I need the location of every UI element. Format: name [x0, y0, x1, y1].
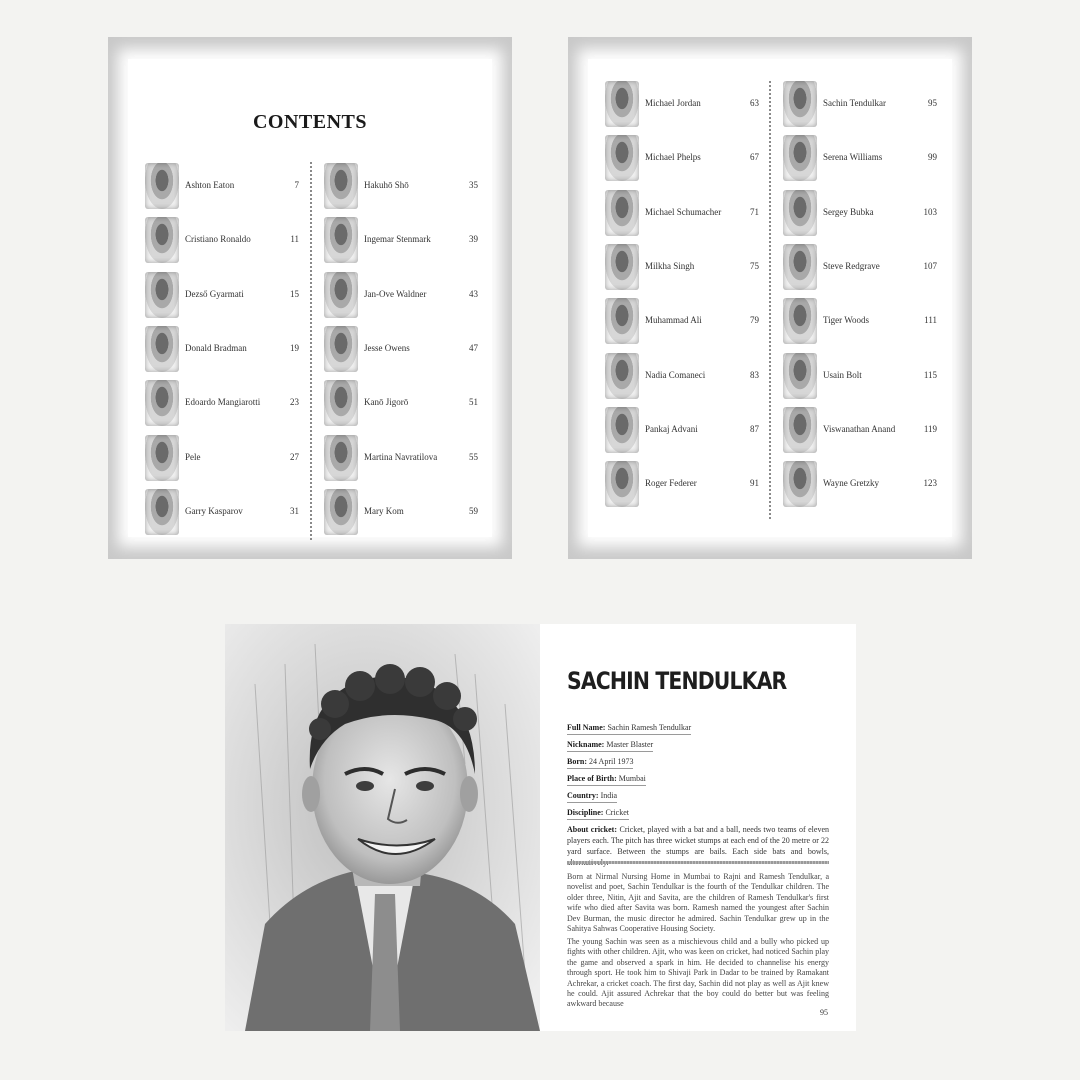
athlete-name: Ingemar Stenmark [364, 234, 431, 245]
fact-nickname: Nickname: Master Blaster [567, 740, 653, 752]
athlete-name: Sergey Bubka [823, 206, 874, 217]
contents-column [783, 81, 943, 517]
athlete-name: Cristiano Ronaldo [185, 234, 251, 245]
contents-entry[interactable] [783, 353, 943, 403]
article-title: SACHIN TENDULKAR [567, 667, 787, 695]
athlete-name: Roger Federer [645, 478, 697, 489]
contents-page-left [108, 37, 512, 559]
athlete-name: Ashton Eaton [185, 180, 235, 190]
article-text [567, 624, 829, 1031]
page-number: 123 [923, 478, 937, 489]
athlete-name: Kanō Jigorō [364, 397, 409, 408]
athlete-portrait-thumbnail [145, 217, 179, 263]
athlete-name: Mary Kom [364, 505, 404, 516]
contents-entry[interactable] [783, 298, 943, 348]
contents-page-right-paper [588, 59, 952, 537]
page-number: 27 [290, 451, 299, 462]
athlete-name: Milkha Singh [645, 260, 695, 271]
contents-title: CONTENTS [252, 111, 368, 133]
athlete-name: Jan-Ove Waldner [364, 288, 427, 299]
athlete-name: Wayne Gretzky [823, 478, 879, 489]
contents-entry[interactable] [605, 190, 765, 240]
page-number: 59 [469, 505, 478, 516]
fact-country: Country: India [567, 791, 617, 803]
athlete-name: Michael Schumacher [645, 206, 722, 217]
page-number: 35 [469, 180, 478, 190]
contents-entry[interactable] [324, 489, 484, 539]
contents-page-right [568, 37, 972, 559]
athlete-portrait-thumbnail [324, 435, 358, 481]
contents-entry[interactable] [324, 326, 484, 376]
article-spread [225, 624, 856, 1031]
contents-entry[interactable] [605, 298, 765, 348]
athlete-portrait-thumbnail [145, 272, 179, 318]
athlete-portrait-thumbnail [605, 244, 639, 290]
column-divider [769, 81, 771, 519]
contents-entry[interactable] [145, 435, 305, 485]
athlete-portrait-thumbnail [324, 326, 358, 372]
athlete-portrait-thumbnail [605, 81, 639, 127]
page-number: 119 [923, 423, 937, 434]
contents-column [145, 163, 305, 543]
athlete-portrait-thumbnail [605, 407, 639, 453]
athlete-portrait-thumbnail [605, 135, 639, 181]
athlete-portrait-thumbnail [605, 353, 639, 399]
athlete-portrait-thumbnail [783, 298, 817, 344]
fact-born: Born: 24 April 1973 [567, 757, 633, 769]
page-number: 51 [469, 397, 478, 408]
page-number: 19 [290, 342, 299, 353]
contents-entry[interactable] [145, 489, 305, 539]
contents-entry[interactable] [605, 244, 765, 294]
contents-entry[interactable] [783, 407, 943, 457]
page-number: 47 [469, 342, 478, 353]
contents-entry[interactable] [324, 272, 484, 322]
contents-entry[interactable] [324, 380, 484, 430]
body-paragraph-1: Born at Nirmal Nursing Home in Mumbai to Rajni and Ramesh Tendulkar, a novelist and poet, Sachin Tendulkar is the fourth of the Tendulkar children. The older three, Nitin, Ajit and Savita, are the children of Ramesh Tendulkar's first wife who died after Savita was born. Ramesh named the youngest after Sachin Dev Burman, the music director he admired. Sachin Tendulkar grew up in the Sahitya Sahwas Cooperative Housing Society. [567, 872, 829, 934]
page-number: 87 [750, 423, 759, 434]
fact-full-name: Full Name: Sachin Ramesh Tendulkar [567, 723, 691, 735]
athlete-name: Michael Phelps [645, 152, 701, 163]
page-number: 43 [469, 288, 478, 299]
athlete-name: Serena Williams [823, 152, 883, 163]
contents-entry[interactable] [605, 461, 765, 511]
athlete-portrait-thumbnail [324, 489, 358, 535]
contents-entry[interactable] [324, 163, 484, 213]
body-paragraph-2: The young Sachin was seen as a mischievous child and a bully who picked up fights with other children. Ajit, who was keen on cricket, had noticed Sachin play the game and observed a spark in him. He decided to channelise his energy through sport. He took him to Shivaji Park in Dadar to be trained by Ramakant Achrekar, a cricket coach. The first day, Sachin did not play as well as Ajit knew he could. Ajit assured Achrekar that the boy could do better but was feeling awkward because [567, 937, 829, 1009]
athlete-name: Pankaj Advani [645, 423, 698, 434]
contents-entry[interactable] [145, 272, 305, 322]
contents-entry[interactable] [605, 407, 765, 457]
contents-entry[interactable] [605, 81, 765, 131]
athlete-portrait-thumbnail [145, 489, 179, 535]
contents-page-left-paper [128, 59, 492, 537]
portrait-illustration [225, 624, 540, 1031]
page-number: 11 [290, 234, 299, 245]
fact-discipline: Discipline: Cricket [567, 808, 629, 820]
contents-entry[interactable] [605, 353, 765, 403]
contents-entry[interactable] [145, 326, 305, 376]
athlete-name: Jesse Owens [364, 342, 410, 353]
contents-entry[interactable] [783, 190, 943, 240]
athlete-name: Tiger Woods [823, 315, 870, 326]
contents-column [605, 81, 765, 517]
athlete-name: Donald Bradman [185, 342, 247, 353]
athlete-name: Viswanathan Anand [823, 423, 896, 434]
page-number: 15 [290, 288, 299, 299]
athlete-name: Martina Navratilova [364, 451, 438, 462]
athlete-name: Steve Redgrave [823, 260, 880, 271]
athlete-name: Garry Kasparov [185, 505, 243, 516]
contents-entry[interactable] [605, 135, 765, 185]
athlete-portrait-thumbnail [605, 461, 639, 507]
athlete-portrait-thumbnail [145, 163, 179, 209]
page-number: 107 [923, 260, 937, 271]
athlete-portrait-thumbnail [783, 135, 817, 181]
athlete-name: Michael Jordan [645, 98, 701, 108]
athlete-portrait-thumbnail [145, 380, 179, 426]
page-number: 95 [928, 98, 937, 108]
contents-entry[interactable] [145, 380, 305, 430]
athlete-name: Muhammad Ali [645, 315, 702, 326]
athlete-name: Nadia Comaneci [645, 369, 706, 380]
section-divider [567, 861, 829, 864]
contents-entry[interactable] [783, 135, 943, 185]
athlete-portrait-thumbnail [783, 353, 817, 399]
contents-entry[interactable] [783, 81, 943, 131]
page-number: 55 [469, 451, 478, 462]
column-divider [310, 162, 312, 540]
athlete-portrait-thumbnail [324, 380, 358, 426]
contents-entry[interactable] [783, 461, 943, 511]
page-number: 63 [750, 98, 759, 108]
athlete-name: Hakuhō Shō [364, 180, 409, 190]
athlete-portrait-thumbnail [783, 81, 817, 127]
athlete-portrait-thumbnail [324, 163, 358, 209]
athlete-portrait-thumbnail [783, 407, 817, 453]
page-number: 103 [923, 206, 937, 217]
page-number: 75 [750, 260, 759, 271]
page-number: 83 [750, 369, 759, 380]
page-number: 115 [923, 369, 937, 380]
page-number: 91 [750, 478, 759, 489]
athlete-portrait-thumbnail [605, 298, 639, 344]
athlete-portrait-thumbnail [783, 244, 817, 290]
contents-entry[interactable] [145, 217, 305, 267]
athlete-name: Edoardo Mangiarotti [185, 397, 261, 408]
athlete-portrait-thumbnail [324, 217, 358, 263]
page-number: 95 [820, 1008, 828, 1017]
page-number: 7 [294, 180, 299, 190]
contents-entry[interactable] [783, 244, 943, 294]
contents-entry[interactable] [324, 435, 484, 485]
page-number: 39 [469, 234, 478, 245]
about-cricket: About cricket: Cricket, played with a bat and a ball, needs two teams of eleven players each. The pitch has three wicket stumps at each end of the 20 metre or 22 yard surface. Between the stumps are bails. Each side bats and bowls, [567, 825, 829, 856]
contents-column [324, 163, 484, 543]
athlete-portrait-thumbnail [145, 435, 179, 481]
athlete-portrait-thumbnail [145, 326, 179, 372]
athlete-name: Pele [185, 451, 201, 462]
fact-place-of-birth: Place of Birth: Mumbai [567, 774, 646, 786]
athlete-portrait-thumbnail [605, 190, 639, 236]
portrait-sketch [225, 624, 540, 1031]
page-number: 79 [750, 315, 759, 326]
contents-entry[interactable] [324, 217, 484, 267]
athlete-portrait-thumbnail [783, 461, 817, 507]
athlete-name: Usain Bolt [823, 369, 862, 380]
athlete-portrait-thumbnail [324, 272, 358, 318]
athlete-name: Dezső Gyarmati [185, 288, 244, 299]
page-number: 99 [928, 152, 937, 163]
athlete-portrait-thumbnail [783, 190, 817, 236]
page-number: 67 [750, 152, 759, 163]
page-number: 31 [290, 505, 299, 516]
contents-entry[interactable] [145, 163, 305, 213]
page-number: 71 [750, 206, 759, 217]
page-number: 111 [924, 315, 937, 326]
page-number: 23 [290, 397, 299, 408]
athlete-name: Sachin Tendulkar [823, 98, 886, 108]
